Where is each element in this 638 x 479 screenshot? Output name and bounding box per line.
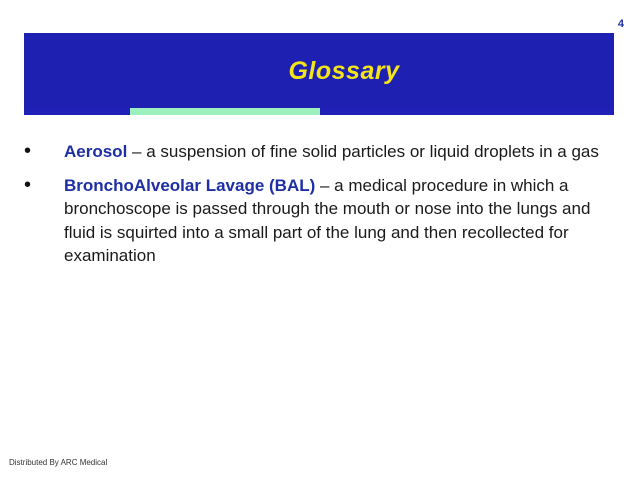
glossary-term: BronchoAlveolar Lavage (BAL)	[64, 175, 316, 195]
footer-credit: Distributed By ARC Medical	[9, 458, 108, 467]
glossary-definition: – a suspension of fine solid particles or liquid droplets in a gas	[127, 142, 599, 161]
accent-strip-left	[24, 108, 130, 115]
glossary-definition: – a medical procedure in which a bronchoscope is passed through the mouth or nose into the lungs and fluid is squirted into a small part of the lung and then recollected for examination	[64, 175, 591, 265]
slide-number: 4	[617, 18, 624, 30]
glossary-term: Aerosol	[64, 142, 128, 161]
glossary-item-aerosol	[24, 140, 614, 164]
slide-title: Glossary	[288, 57, 400, 85]
accent-strip-right	[320, 108, 614, 115]
bullet-icon: •	[24, 140, 32, 162]
glossary-list	[24, 140, 614, 278]
glossary-item-bal	[24, 174, 614, 268]
title-bar	[24, 33, 614, 108]
bullet-icon: •	[24, 173, 32, 196]
accent-strip-highlight	[130, 108, 320, 115]
